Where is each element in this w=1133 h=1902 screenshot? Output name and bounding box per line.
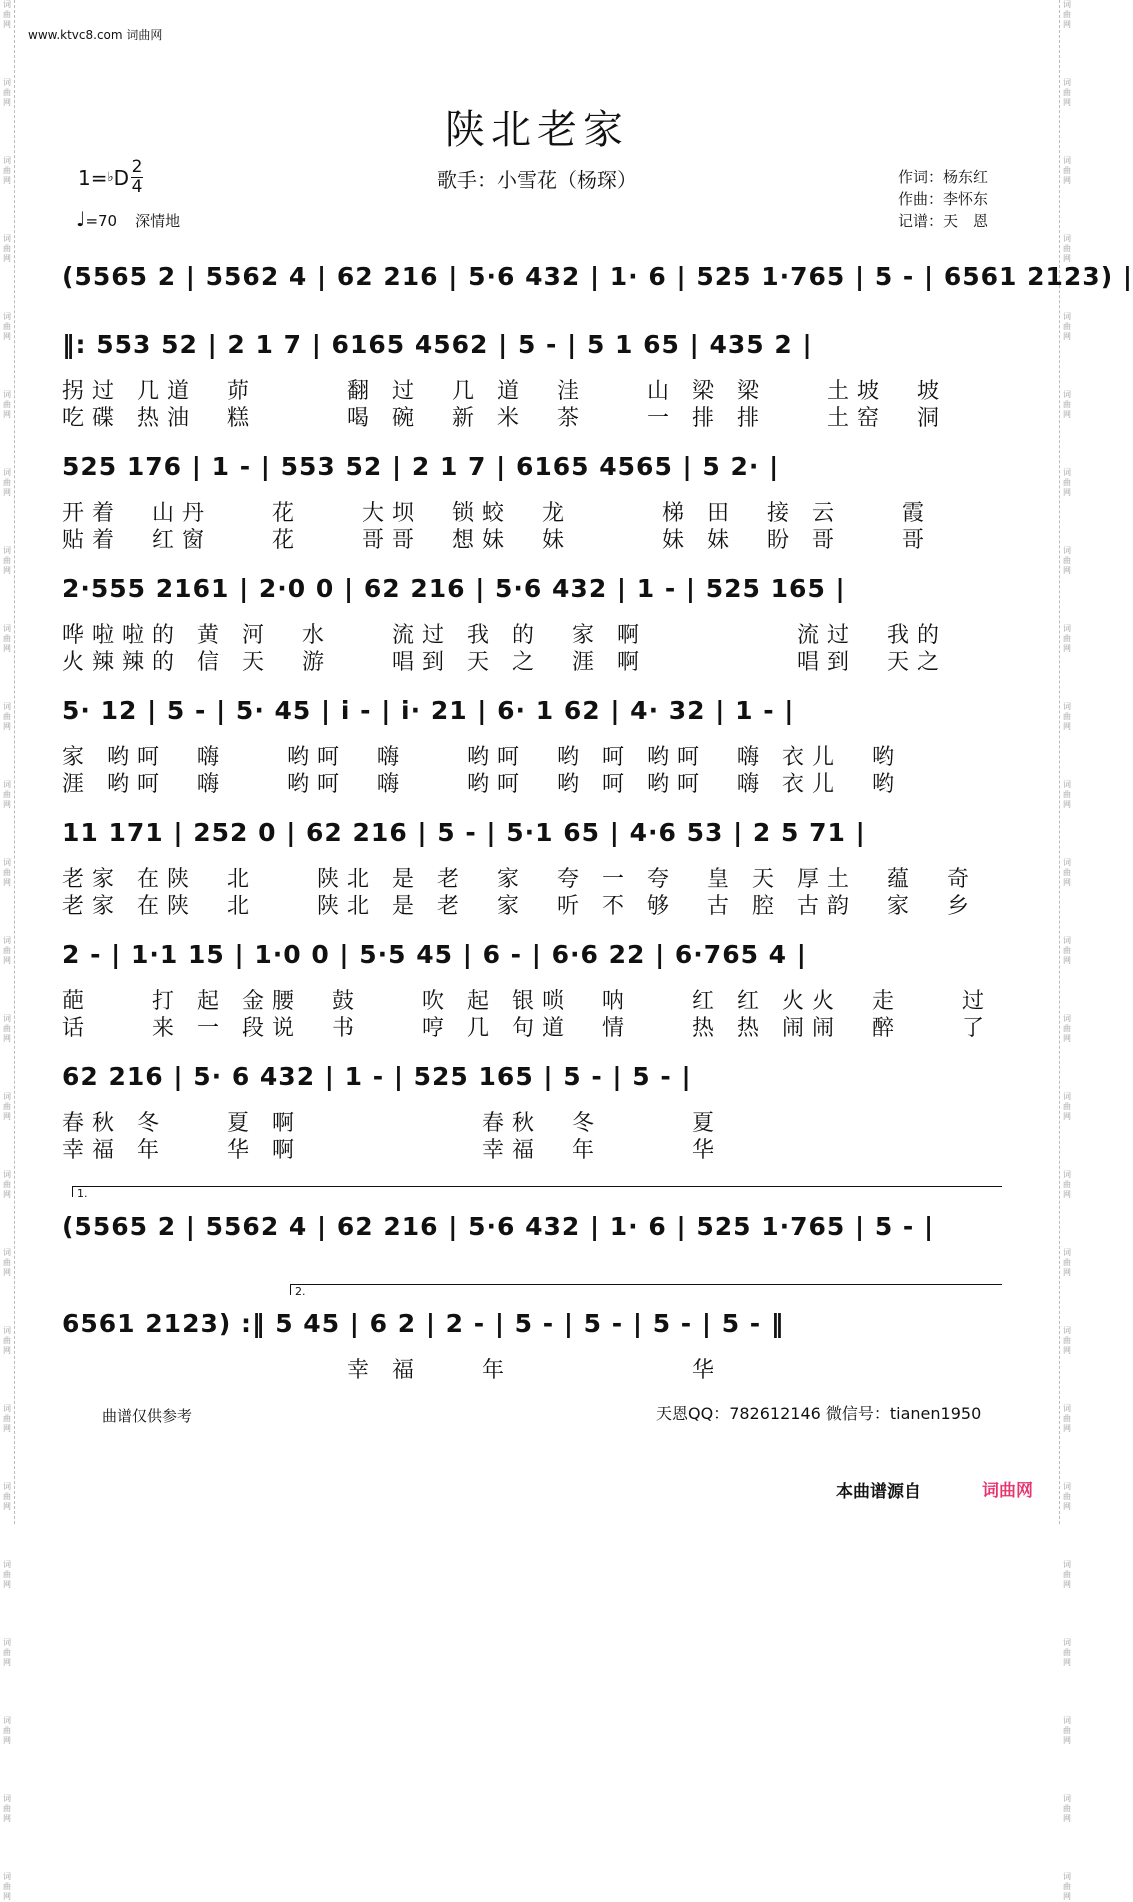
notation-line: 62 216 | 5· 6 432 | 1 - | 525 165 | 5 - | 5 - | [62,1062,692,1091]
side-watermark-text: 词 曲 网 [1063,234,1071,263]
side-watermark-text: 词 曲 网 [3,78,11,107]
lyric-verse-2: 火辣辣的 信 天 游 唱到 天 之 涯 啊 唱到 天之 [62,650,947,675]
side-watermark-text: 词 曲 网 [3,1716,11,1745]
side-watermark-text: 词 曲 网 [3,1560,11,1589]
key-signature [78,158,143,197]
lyric-verse-2: 吃碟 热油 糕 喝 碗 新 米 茶 一 排 排 土窑 洞 [62,406,947,431]
singer-line: 歌手：小雪花（杨琛） [437,168,637,192]
time-beats: 2 [131,157,143,177]
side-watermark-text: 词 曲 网 [1063,1872,1071,1901]
tempo-marking [76,207,180,231]
side-watermark-text: 词 曲 网 [1063,78,1071,107]
side-watermark-text: 词 曲 网 [1063,624,1071,653]
side-watermark-text: 词 曲 网 [1063,1092,1071,1121]
side-watermark-text: 词 曲 网 [3,702,11,731]
side-watermark-text: 词 曲 网 [3,468,11,497]
side-watermark-text: 词 曲 网 [1063,1248,1071,1277]
side-watermark-text: 词 曲 网 [3,624,11,653]
side-watermark-text: 词 曲 网 [1063,468,1071,497]
side-watermark-text: 词 曲 网 [3,1248,11,1277]
side-watermark-text: 词 曲 网 [3,234,11,263]
lyric-verse-2: 话 来 一 段说 书 哼 几 句道 情 热 热 闹闹 醉 了 [62,1016,992,1041]
side-watermark-text: 词 曲 网 [1063,156,1071,185]
volta-first-ending: 1. [72,1186,1002,1197]
side-watermark-text: 词 曲 网 [3,1638,11,1667]
side-watermark-text: 词 曲 网 [1063,312,1071,341]
credits [898,166,988,232]
side-watermark-text: 词 曲 网 [3,1482,11,1511]
lyric-verse-1: 家 哟呵 嗨 哟呵 嗨 哟呵 哟 呵 哟呵 嗨 衣儿 哟 [62,745,902,770]
side-watermark-text: 词 曲 网 [3,1014,11,1043]
lyric-verse-2: 涯 哟呵 嗨 哟呵 嗨 哟呵 哟 呵 哟呵 嗨 衣儿 哟 [62,772,902,797]
volta-second-ending: 2. [290,1284,1002,1295]
time-signature [131,158,143,197]
key-prefix: 1= [78,165,108,190]
notation-line: 6561 2123) :‖ 5 45 | 6 2 | 2 - | 5 - | 5 - | 5 - | 5 - ‖ [62,1309,785,1338]
side-watermark-text: 词 曲 网 [3,546,11,575]
lyricist: 作词：杨东红 [898,168,989,186]
notation-line: 2 - | 1·1 15 | 1·0 0 | 5·5 45 | 6 - | 6·6 22 | 6·765 4 | [62,940,807,969]
lyric-ending: 幸 福 年 华 [62,1358,722,1383]
tempo-value: =70 [85,212,118,230]
side-watermark-text: 词 曲 网 [3,0,11,29]
notation-line: 11 171 | 252 0 | 62 216 | 5 - | 5·1 65 | 4·6 53 | 2 5 71 | [62,818,866,847]
left-watermark-strip [0,0,15,1901]
side-watermark-text: 词 曲 网 [3,936,11,965]
composer: 作曲：李怀东 [898,190,989,208]
side-watermark-text: 词 曲 网 [1063,1326,1071,1355]
side-watermark-text: 词 曲 网 [1063,1638,1071,1667]
side-watermark-text: 词 曲 网 [1063,936,1071,965]
lyric-verse-2: 幸福 年 华 啊 幸福 年 华 [62,1138,722,1163]
side-watermark-text: 词 曲 网 [1063,1482,1071,1511]
side-watermark-text: 词 曲 网 [3,858,11,887]
lyric-verse-1: 老家 在陕 北 陕北 是 老 家 夸 一 夸 皇 天 厚土 蕴 奇 [62,867,977,892]
side-watermark-text: 词 曲 网 [1063,1014,1071,1043]
flat-sign: ♭ [107,170,114,185]
side-watermark-text: 词 曲 网 [1063,1794,1071,1823]
notation-line: 2·555 2161 | 2·0 0 | 62 216 | 5·6 432 | 1 - | 525 165 | [62,574,846,603]
side-watermark-text: 词 曲 网 [1063,1404,1071,1433]
side-watermark-text: 词 曲 网 [3,1794,11,1823]
side-watermark-text: 词 曲 网 [3,1404,11,1433]
side-watermark-text: 词 曲 网 [3,1872,11,1901]
side-watermark-text: 词 曲 网 [3,1092,11,1121]
side-watermark-text: 词 曲 网 [1063,1560,1071,1589]
side-watermark-text: 词 曲 网 [1063,1716,1071,1745]
side-watermark-text: 词 曲 网 [3,1326,11,1355]
side-watermark-text: 词 曲 网 [1063,390,1071,419]
lyric-verse-1: 哗啦啦的 黄 河 水 流过 我 的 家 啊 流过 我的 [62,623,947,648]
side-watermark-text: 词 曲 网 [1063,702,1071,731]
side-watermark-text: 词 曲 网 [3,156,11,185]
lyric-verse-1: 葩 打 起 金腰 鼓 吹 起 银唢 呐 红 红 火火 走 过 [62,989,992,1014]
side-watermark-text: 词 曲 网 [1063,780,1071,809]
song-title: 陕北老家 [445,107,629,153]
lyric-verse-1: 拐过 几道 茆 翻 过 几 道 洼 山 梁 梁 土坡 坡 [62,379,947,404]
notation-line: 5· 12 | 5 - | 5· 45 | i - | i· 21 | 6· 1 62 | 4· 32 | 1 - | [62,696,795,725]
site-url[interactable]: www.ktvc8.com 词曲网 [28,28,163,42]
tempo-mood: 深情地 [135,212,181,230]
time-unit: 4 [131,177,143,197]
side-watermark-text: 词 曲 网 [3,312,11,341]
lyric-verse-1: 开着 山丹 花 大坝 锁蛟 龙 梯 田 接 云 霞 [62,501,932,526]
side-watermark-text: 词 曲 网 [1063,0,1071,29]
side-watermark-text: 词 曲 网 [3,390,11,419]
notation-line: ‖: 553 52 | 2 1 7 | 6165 4562 | 5 - | 5 1 65 | 435 2 | [62,330,813,359]
reference-note: 曲谱仅供参考 [102,1407,193,1425]
notation-line: (5565 2 | 5562 4 | 62 216 | 5·6 432 | 1· 6 | 525 1·765 | 5 - | [62,1212,935,1241]
notation-line: (5565 2 | 5562 4 | 62 216 | 5·6 432 | 1· 6 | 525 1·765 | 5 - | 6561 2123) | [62,262,1133,291]
key-note: D [113,165,130,190]
transcriber: 记谱：天 恩 [898,212,989,230]
side-watermark-text: 词 曲 网 [3,1170,11,1199]
source-label: 本曲谱源自 [836,1482,921,1502]
side-watermark-text: 词 曲 网 [1063,1170,1071,1199]
brand-logo[interactable]: 词曲网 [982,1481,1033,1501]
quarter-note-icon: ♩ [76,207,86,231]
lyric-verse-1: 春秋 冬 夏 啊 春秋 冬 夏 [62,1111,722,1136]
side-watermark-text: 词 曲 网 [1063,546,1071,575]
right-watermark-strip [1059,0,1074,1901]
lyric-verse-2: 贴着 红窗 花 哥哥 想妹 妹 妹 妹 盼 哥 哥 [62,528,932,553]
notation-line: 525 176 | 1 - | 553 52 | 2 1 7 | 6165 4565 | 5 2· | [62,452,780,481]
side-watermark-text: 词 曲 网 [1063,858,1071,887]
lyric-verse-2: 老家 在陕 北 陕北 是 老 家 听 不 够 古 腔 古韵 家 乡 [62,894,977,919]
contact-info: 天恩QQ：782612146 微信号：tianen1950 [656,1404,982,1423]
side-watermark-text: 词 曲 网 [3,780,11,809]
